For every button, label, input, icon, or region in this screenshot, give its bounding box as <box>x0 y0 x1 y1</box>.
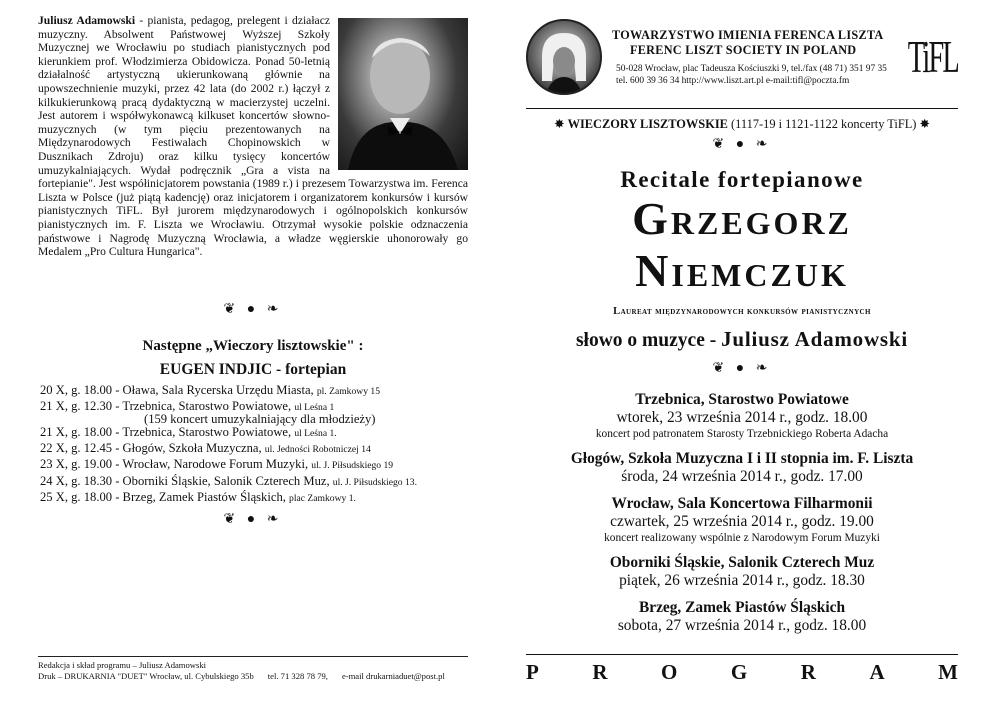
ornament: ❦ ● ❧ <box>712 137 772 152</box>
program-label: P R O G R A M <box>526 660 958 684</box>
concert-entry <box>526 599 958 635</box>
concert-list <box>526 391 958 635</box>
bio-text: - pianista, pedagog, prelegent i działacz muzyczny. Absolwent Państwowej Wyższej Szkoły Muzycznej we Wrocławiu po studiach pianistycznych pod kierunkiem prof. Włodzimierza Obidowicza. Ponad 50-letnią działalność artystyczną ukierunkowaną głównie na upowszechnienie muzyki, przez 42 lata (do 2002 r.) łączył z kilkukierunkową pracą dydaktyczną w macierzystej uczelni. Jest autorem i współwykonawcą kilkuset koncertów słowno-muzycznych (w tym pięciu prezentowanych na Międzynarodowych Festiwalach Chopinowskich w Dusznikach Zdroju) oraz kilku tysięcy koncertów umuzykalniających. Wydał podręcznik „Gra a vista na fortepianie". Jest współinicjatorem powstania (1989 r.) i prezesem Towarzystwa im. Ferenca Liszta w Polsce (już piątą kadencję) oraz inicjatorem i organizatorem konkursów i kursów pianistycznych TiFL. Był jurorem międzynarodowych i ogólnopolskich konkursów pianistycznych im. F. Liszta we Wrocławiu. Otrzymał wysokie polskie odznaczenia państwowe i Nagrodę Muzyczną Wrocławia, a władze węgierskie uhonorowały go Medalem „Pro Cultura Hungarica". <box>38 14 468 259</box>
next-concerts <box>38 338 468 528</box>
portrait-photo <box>338 18 468 170</box>
biography <box>38 14 468 259</box>
concert-date: środa, 24 września 2014 r., godz. 17.00 <box>621 468 863 485</box>
schedule-item: 21 X, g. 12.30 - Trzebnica, Starostwo Powiatowe, ul Leśna 1 (159 koncert umuzykalniający dla młodzieży) <box>40 399 376 426</box>
right-page <box>496 0 992 702</box>
concert-entry <box>526 495 958 545</box>
schedule-item: 20 X, g. 18.00 - Oława, Sala Rycerska Urzędu Miasta, pl. Zamkowy 15 <box>40 382 380 397</box>
concert-date: sobota, 27 września 2014 r., godz. 18.00 <box>617 617 867 634</box>
concert-place: Wrocław, Sala Koncertowa Filharmonii <box>611 495 873 512</box>
concert-note: koncert pod patronatem Starosty Trzebnickiego Roberta Adacha <box>595 428 889 440</box>
imprint-printer: Druk – DRUKARNIA "DUET" Wrocław, ul. Cybulskiego 35b tel. 71 328 78 79, e-mail drukarniaduet@post.pl <box>38 671 445 682</box>
ornament: ❦ ● ❧ <box>223 301 283 317</box>
concert-place: Głogów, Szkoła Muzyczna I i II stopnia im. F. Liszta <box>570 450 914 467</box>
liszt-medallion <box>526 19 602 95</box>
concert-entry <box>526 554 958 590</box>
divider <box>526 108 958 109</box>
concert-entry <box>526 391 958 441</box>
concert-place: Brzeg, Zamek Piastów Śląskich <box>638 599 846 616</box>
society-header <box>526 14 958 100</box>
schedule-item: 22 X, g. 12.45 - Głogów, Szkoła Muzyczna, ul. Jedności Robotniczej 14 <box>40 440 371 455</box>
commentary-line: słowo o muzyce - Juliusz Adamowski <box>575 327 909 351</box>
ornament: ❦ ● ❧ <box>223 511 283 527</box>
bio-name: Juliusz Adamowski <box>38 14 136 27</box>
ornament: ❦ ● ❧ <box>712 361 772 376</box>
concert-date: czwartek, 25 września 2014 r., godz. 19.00 <box>610 513 874 530</box>
series-numbers: (1117-19 i 1121-1122 koncerty TiFL) <box>731 117 917 131</box>
concert-date: wtorek, 23 września 2014 r., godz. 18.00 <box>616 409 868 426</box>
laureate-line: Laureat międzynarodowych konkursów pianistycznych <box>613 306 871 317</box>
concert-note: koncert realizowany wspólnie z Narodowym Forum Muzyki <box>604 532 880 544</box>
schedule-item: 25 X, g. 18.00 - Brzeg, Zamek Piastów Śląskich, plac Zamkowy 1. <box>40 490 356 505</box>
imprint-editor: Redakcja i skład programu – Juliusz Adamowski <box>38 660 207 670</box>
next-schedule <box>38 383 468 507</box>
performer-first-name: Grzegorz <box>632 193 852 244</box>
next-artist: EUGEN INDJIC - fortepian <box>159 360 347 378</box>
society-info <box>612 28 893 87</box>
next-title: Następne „Wieczory lisztowskie" : <box>142 337 364 354</box>
concert-date: piątek, 26 września 2014 r., godz. 18.30 <box>619 572 865 589</box>
recital-heading: Recitale fortepianowe <box>620 167 864 192</box>
schedule-item: 24 X, g. 18.30 - Oborniki Śląskie, Salonik Czterech Muz, ul. J. Piłsudskiego 13. <box>40 473 417 488</box>
divider <box>526 654 958 655</box>
concert-place: Trzebnica, Starostwo Powiatowe <box>635 391 849 408</box>
series-name: WIECZORY LISZTOWSKIE <box>567 117 728 131</box>
performer-last-name: Niemczuk <box>635 245 849 296</box>
schedule-item: 21 X, g. 18.00 - Trzebnica, Starostwo Powiatowe, ul Leśna 1. <box>40 424 337 439</box>
society-address: 50-028 Wrocław, plac Tadeusza Kościuszki 9, tel./fax (48 71) 351 97 35 tel. 600 39 36 34 http://www.liszt.art.pl e-mail:tifl@poczta.fm <box>616 63 887 86</box>
imprint <box>38 656 468 683</box>
series-line: ✸ WIECZORY LISZTOWSKIE (1117-19 i 1121-1122 koncerty TiFL) ✸ <box>554 117 930 131</box>
schedule-item: 23 X, g. 19.00 - Wrocław, Narodowe Forum Muzyki, ul. J. Piłsudskiego 19 <box>40 457 394 472</box>
concert-place: Oborniki Śląskie, Salonik Czterech Muz <box>609 554 875 571</box>
concert-entry <box>526 450 958 486</box>
tifl-logo: TiFL <box>907 31 958 82</box>
society-name-en: FERENC LISZT SOCIETY IN POLAND <box>630 42 857 57</box>
society-name-pl: TOWARZYSTWO IMIENIA FERENCA LISZTA <box>612 27 884 42</box>
